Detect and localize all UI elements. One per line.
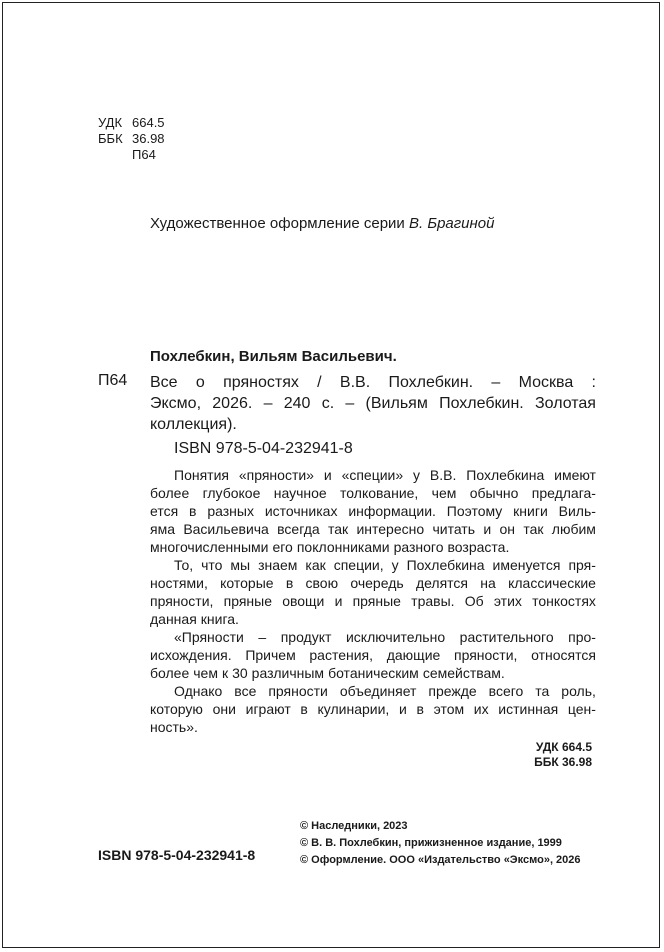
word: – bbox=[345, 395, 355, 412]
word: кулинарии, bbox=[317, 701, 390, 717]
word: научное bbox=[273, 485, 327, 501]
word: играют bbox=[245, 701, 291, 717]
word: яма bbox=[150, 521, 175, 537]
word: роль, bbox=[561, 683, 596, 699]
word: То, bbox=[174, 557, 194, 573]
word: Похлебкина bbox=[466, 467, 545, 483]
word: предлага- bbox=[531, 485, 596, 501]
bbk-label: ББК bbox=[98, 131, 123, 146]
annotation-line bbox=[150, 682, 596, 700]
annotation-line bbox=[150, 574, 596, 592]
annotation-paragraph bbox=[150, 682, 596, 736]
author-mark: П64 bbox=[132, 147, 156, 162]
word: разного bbox=[393, 539, 444, 555]
word: этом bbox=[433, 701, 465, 717]
word: на bbox=[480, 575, 496, 591]
word: тонкостях bbox=[532, 593, 596, 609]
word: продукт bbox=[280, 629, 332, 645]
annotation-paragraph bbox=[150, 556, 596, 628]
word: пряные bbox=[352, 593, 401, 609]
word: очередь bbox=[350, 575, 404, 591]
word: ботаническим bbox=[328, 665, 419, 681]
word: травы. bbox=[411, 593, 455, 609]
word: более bbox=[150, 665, 190, 681]
word: семействам. bbox=[422, 665, 505, 681]
word: – bbox=[263, 395, 273, 412]
udk-bottom: УДК 664.5 bbox=[535, 740, 592, 754]
word: Похлебкин. bbox=[388, 374, 474, 391]
word: относятся bbox=[531, 647, 596, 663]
word: ется bbox=[150, 503, 179, 519]
word: делятся bbox=[415, 575, 469, 591]
title-line bbox=[150, 414, 596, 435]
annotation-line bbox=[150, 610, 596, 628]
word: «специи» bbox=[341, 467, 404, 483]
word: – bbox=[258, 629, 267, 645]
word: Похлебкина bbox=[406, 557, 485, 573]
word: пряностях bbox=[223, 374, 299, 391]
word: коллекция). bbox=[150, 416, 237, 433]
word: : bbox=[591, 374, 596, 391]
word: / bbox=[317, 374, 322, 391]
word: чем bbox=[431, 485, 457, 501]
word: Причем bbox=[245, 647, 296, 663]
word: дающие bbox=[386, 647, 441, 663]
word: более bbox=[150, 485, 190, 501]
annotation-line bbox=[150, 538, 596, 556]
word: они bbox=[212, 701, 236, 717]
word: информации. bbox=[348, 503, 436, 519]
word: 30 bbox=[232, 665, 248, 681]
word: все bbox=[234, 683, 257, 699]
word: глубокое bbox=[202, 485, 261, 501]
word: у bbox=[413, 467, 421, 483]
word: интересно bbox=[356, 521, 425, 537]
word: Однако bbox=[174, 683, 223, 699]
isbn-main: ISBN 978-5-04-232941-8 bbox=[174, 440, 353, 457]
word: многочисленными bbox=[150, 539, 269, 555]
udk-value: 664.5 bbox=[132, 115, 165, 130]
annotation-line bbox=[150, 466, 596, 484]
annotation-line bbox=[150, 718, 596, 736]
word: толкование, bbox=[340, 485, 419, 501]
word: ностями, bbox=[150, 575, 208, 591]
annotation bbox=[150, 466, 596, 736]
word: пряности bbox=[268, 683, 328, 699]
word: специи, bbox=[333, 557, 384, 573]
design-credit-artist: В. Брагиной bbox=[408, 215, 495, 232]
word: в bbox=[416, 701, 424, 717]
word: именуется bbox=[492, 557, 561, 573]
word: объединяет bbox=[339, 683, 417, 699]
word: мы bbox=[230, 557, 251, 573]
annotation-line bbox=[150, 628, 596, 646]
word: имеют bbox=[554, 467, 596, 483]
word: Похлебкин. bbox=[439, 395, 524, 412]
word: возраста. bbox=[447, 539, 510, 555]
word: пряности, bbox=[454, 647, 518, 663]
word: (Вильям bbox=[365, 395, 428, 412]
word: Москва bbox=[518, 374, 574, 391]
word: прежде bbox=[428, 683, 477, 699]
word: Понятия bbox=[174, 467, 229, 483]
word: и bbox=[334, 593, 343, 609]
title-line bbox=[150, 393, 596, 414]
udk-label: УДК bbox=[98, 115, 123, 130]
annotation-paragraph bbox=[150, 628, 596, 682]
word: пряности, bbox=[150, 593, 214, 609]
word: так bbox=[523, 521, 544, 537]
word: к bbox=[221, 665, 229, 681]
title-description bbox=[150, 372, 596, 435]
design-credit bbox=[150, 215, 494, 232]
word: и bbox=[399, 701, 407, 717]
word: у bbox=[391, 557, 399, 573]
word: и bbox=[483, 521, 492, 537]
word: данная bbox=[150, 611, 197, 627]
word: этих bbox=[493, 593, 522, 609]
word: растительного bbox=[459, 629, 554, 645]
word: любим bbox=[551, 521, 596, 537]
word: в bbox=[285, 575, 294, 591]
word: источниках bbox=[264, 503, 338, 519]
classification-codes bbox=[98, 115, 165, 163]
word: Эксмо, bbox=[150, 395, 202, 412]
word: 2026. bbox=[212, 395, 253, 412]
annotation-line bbox=[150, 592, 596, 610]
word: книга. bbox=[200, 611, 239, 627]
word: которую bbox=[150, 701, 203, 717]
word: Васильевича bbox=[183, 521, 269, 537]
word: знаем bbox=[258, 557, 298, 573]
annotation-line bbox=[150, 646, 596, 664]
word: Виль- bbox=[558, 503, 596, 519]
classification-codes-bottom bbox=[534, 740, 592, 770]
word: всегда bbox=[277, 521, 320, 537]
word: книги bbox=[513, 503, 548, 519]
word: исключительно bbox=[345, 629, 446, 645]
word: 240 bbox=[283, 395, 311, 412]
word: овощи bbox=[282, 593, 325, 609]
annotation-line bbox=[150, 520, 596, 538]
word: про- bbox=[568, 629, 596, 645]
copyright-line: © Оформление. ООО «Издательство «Эксмо», 2026 bbox=[300, 854, 581, 866]
word: Все bbox=[150, 374, 178, 391]
word: обычно bbox=[469, 485, 519, 501]
word: и bbox=[323, 467, 332, 483]
annotation-paragraph bbox=[150, 466, 596, 556]
word: свою bbox=[305, 575, 339, 591]
word: он bbox=[499, 521, 515, 537]
word: как bbox=[305, 557, 326, 573]
word: всего bbox=[488, 683, 524, 699]
word: в bbox=[189, 503, 197, 519]
bbk-bottom: ББК 36.98 bbox=[534, 755, 592, 769]
word: читать bbox=[432, 521, 476, 537]
word: истинная bbox=[498, 701, 559, 717]
word: разных bbox=[207, 503, 254, 519]
word: чем bbox=[193, 665, 218, 681]
annotation-line bbox=[150, 484, 596, 502]
word: с. bbox=[321, 395, 335, 412]
annotation-line bbox=[150, 556, 596, 574]
bbk-value: 36.98 bbox=[132, 131, 165, 146]
word: которые bbox=[220, 575, 274, 591]
copyright-line: © В. В. Похлебкин, прижизненное издание, 1999 bbox=[300, 837, 562, 849]
word: пря- bbox=[568, 557, 596, 573]
word: В.В. bbox=[429, 467, 457, 483]
word: поклонниками bbox=[296, 539, 390, 555]
word: пряные bbox=[223, 593, 272, 609]
word: – bbox=[491, 374, 501, 391]
word: Поэтому bbox=[446, 503, 503, 519]
word: та bbox=[535, 683, 550, 699]
word: их bbox=[473, 701, 489, 717]
word: что bbox=[201, 557, 223, 573]
isbn-bottom: ISBN 978-5-04-232941-8 bbox=[98, 847, 256, 863]
author-index: П64 bbox=[98, 372, 128, 389]
word: его bbox=[272, 539, 293, 555]
word: исхождения. bbox=[150, 647, 232, 663]
word: классические bbox=[508, 575, 596, 591]
title-line bbox=[150, 372, 596, 393]
word: Об bbox=[464, 593, 484, 609]
word: Золотая bbox=[534, 395, 596, 412]
word: В.В. bbox=[339, 374, 371, 391]
word: «пряности» bbox=[238, 467, 314, 483]
author-heading: Похлебкин, Вильям Васильевич. bbox=[150, 348, 397, 365]
word: так bbox=[327, 521, 349, 537]
word: о bbox=[195, 374, 205, 391]
copyright-line: © Наследники, 2023 bbox=[300, 820, 408, 832]
copyright-block bbox=[300, 818, 581, 869]
annotation-line bbox=[150, 664, 596, 682]
annotation-line bbox=[150, 700, 596, 718]
word: «Пряности bbox=[174, 629, 244, 645]
word: в bbox=[300, 701, 308, 717]
annotation-line bbox=[150, 502, 596, 520]
word: цен- bbox=[567, 701, 596, 717]
word: ность». bbox=[150, 719, 198, 735]
word: растения, bbox=[309, 647, 374, 663]
word: различным bbox=[251, 665, 325, 681]
design-credit-text: Художественное оформление серии bbox=[150, 215, 409, 232]
